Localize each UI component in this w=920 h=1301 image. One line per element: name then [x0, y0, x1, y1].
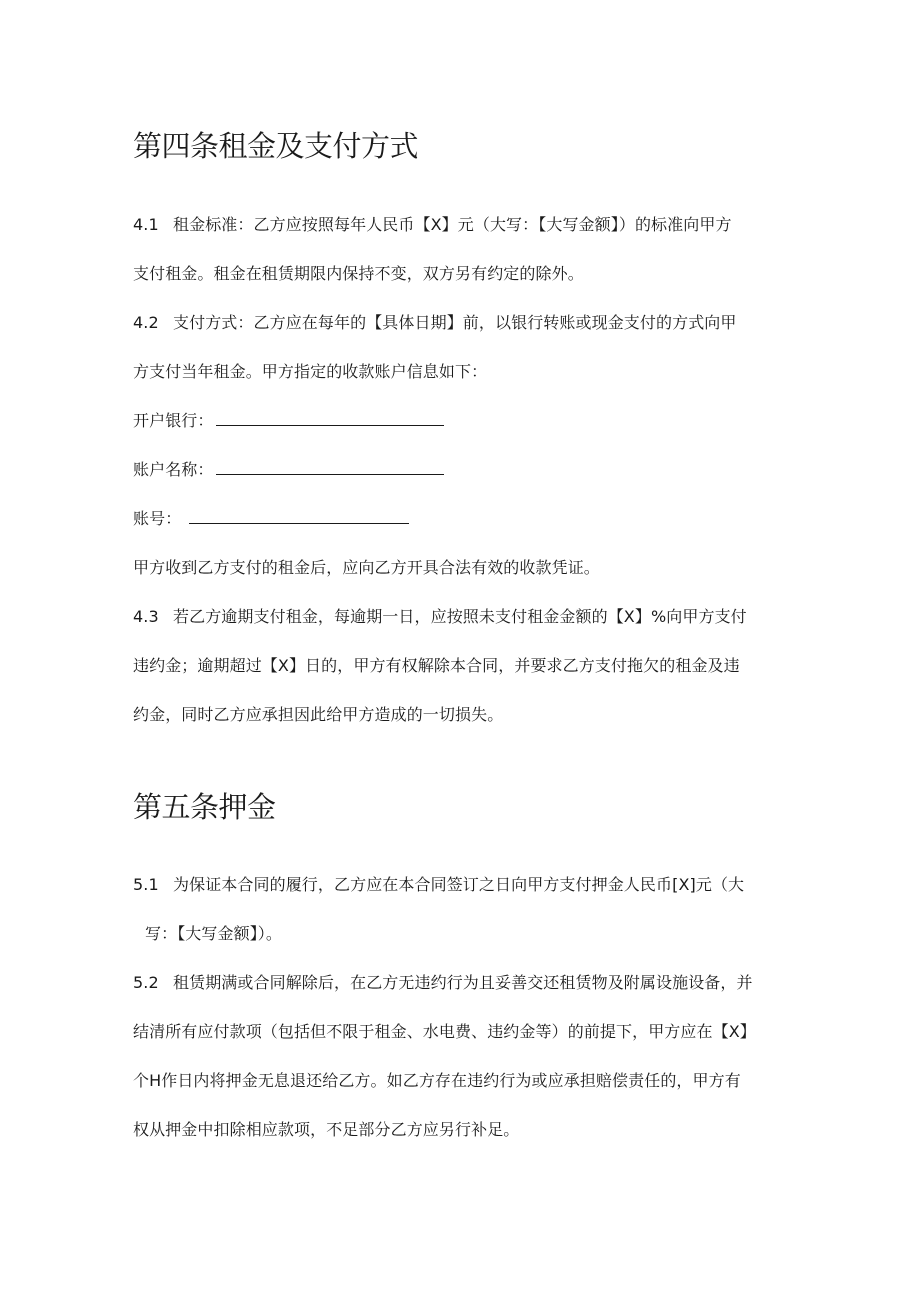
account-no-label: 账号： [133, 509, 182, 528]
bank-blank-line [216, 411, 444, 426]
section4-heading: 第四条租金及支付方式 [133, 129, 419, 163]
clause-number: 4.2 [133, 313, 159, 332]
clause-text: 租赁期满或合同解除后，在乙方无违约行为且妥善交还租赁物及附属设施设备，并 [173, 973, 753, 992]
clause-4-3-line-2: 违约金；逾期超过【X】日的，甲方有权解除本合同，并要求乙方支付拖欠的租金及违 [133, 656, 740, 675]
account-name-field [133, 457, 444, 480]
clause-number: 5.2 [133, 973, 159, 992]
clause-5-2-line-3: 个H作日内将押金无息退还给乙方。如乙方存在违约行为或应承担赔偿责任的，甲方有 [133, 1071, 741, 1090]
receipt-line: 甲方收到乙方支付的租金后，应向乙方开具合法有效的收款凭证。 [133, 558, 600, 577]
clause-text: 租金标准：乙方应按照每年人民币【X】元（大写：【大写金额】）的标准向甲方 [173, 215, 732, 234]
bank-label: 开户银行： [133, 411, 214, 430]
bank-field [133, 408, 444, 431]
clause-4-3-line-1 [133, 604, 747, 627]
account-no-blank-line [189, 509, 409, 524]
clause-4-1-line-2: 支付租金。租金在租赁期限内保持不变，双方另有约定的除外。 [133, 264, 584, 283]
section5-heading: 第五条押金 [133, 790, 276, 824]
account-name-label: 账户名称： [133, 460, 214, 479]
clause-text: 为保证本合同的履行，乙方应在本合同签订之日向甲方支付押金人民币[X]元（大 [173, 875, 745, 894]
clause-text: 若乙方逾期支付租金，每逾期一日，应按照未支付租金金额的【X】%向甲方支付 [173, 607, 747, 626]
clause-5-1-line-2: 写：【大写金额】）。 [145, 924, 283, 943]
account-name-blank-line [216, 460, 444, 475]
clause-4-2-line-2: 方支付当年租金。甲方指定的收款账户信息如下： [133, 362, 488, 381]
clause-number: 4.3 [133, 607, 159, 626]
clause-5-2-line-4: 权从押金中扣除相应款项，不足部分乙方应另行补足。 [133, 1120, 520, 1139]
clause-number: 5.1 [133, 875, 159, 894]
account-no-field [133, 506, 409, 529]
clause-text: 支付方式：乙方应在每年的【具体日期】前，以银行转账或现金支付的方式向甲 [173, 313, 737, 332]
clause-4-3-line-3: 约金，同时乙方应承担因此给甲方造成的一切损失。 [133, 705, 504, 724]
clause-number: 4.1 [133, 215, 159, 234]
clause-4-2-line-1 [133, 310, 737, 333]
clause-5-2-line-2: 结清所有应付款项（包括但不限于租金、水电费、违约金等）的前提下，甲方应在【X】 [133, 1022, 756, 1041]
clause-5-1-line-1 [133, 872, 744, 895]
clause-5-2-line-1 [133, 970, 753, 993]
clause-4-1-line-1 [133, 212, 732, 235]
